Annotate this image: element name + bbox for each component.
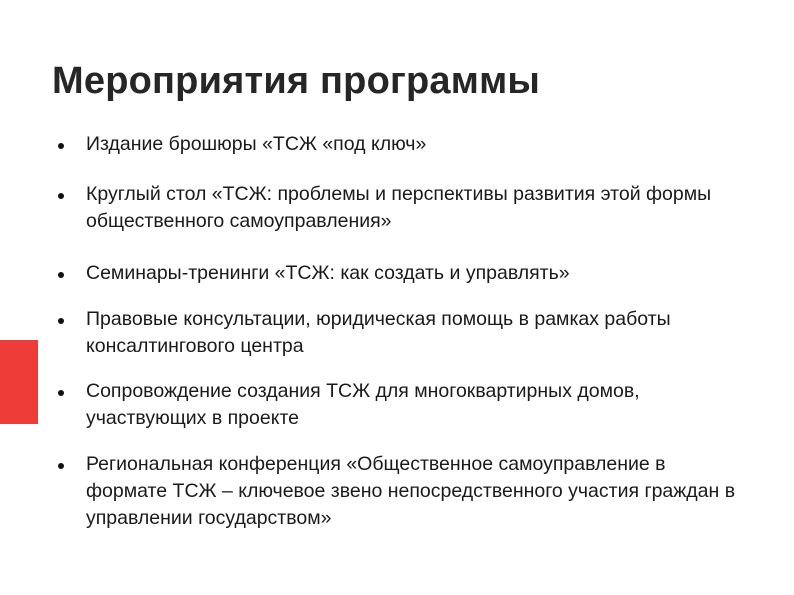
bullet-icon: [58, 318, 64, 324]
list-item-text: Правовые консультации, юридическая помощь в рамках работы консалтингового центра: [86, 308, 671, 357]
list-item-text: Издание брошюры «ТСЖ «под ключ»: [86, 133, 427, 155]
list-item-text: Круглый стол «ТСЖ: проблемы и перспективы развития этой формы общественного самоуправления»: [86, 183, 712, 232]
bullet-icon: [58, 463, 64, 469]
list-item-text: Семинары-тренинги «ТСЖ: как создать и управлять»: [86, 262, 570, 284]
bullet-icon: [58, 272, 64, 278]
bullet-icon: [58, 143, 64, 149]
slide-title: Мероприятия программы: [52, 60, 541, 102]
list-item-text: Региональная конференция «Общественное самоуправление в формате ТСЖ – ключевое звено непосредственного участия граждан в управлении государством»: [86, 453, 736, 529]
bullet-icon: [58, 390, 64, 396]
bullet-icon: [58, 193, 64, 199]
accent-bar: [0, 340, 38, 424]
list-item-text: Сопровождение создания ТСЖ для многоквартирных домов, участвующих в проекте: [86, 380, 640, 429]
